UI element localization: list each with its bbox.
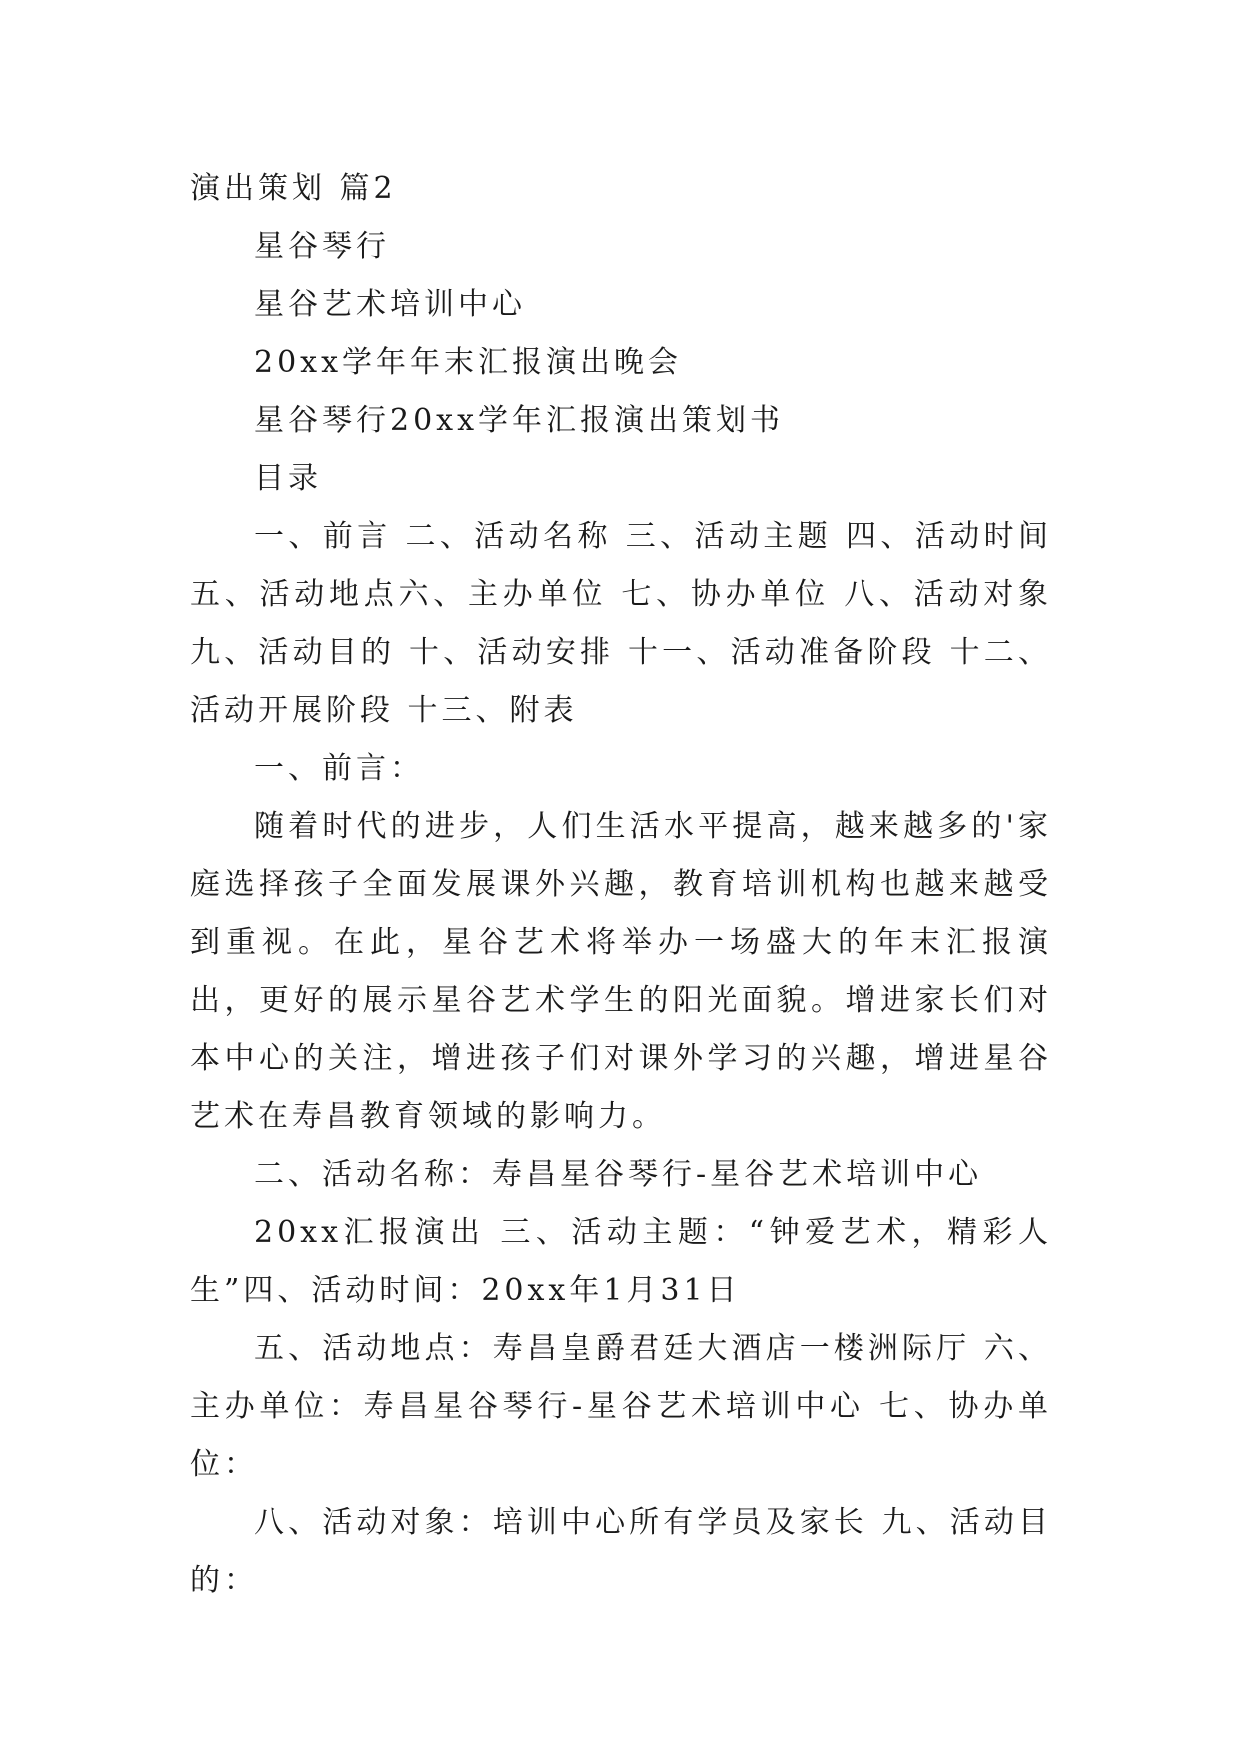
- cover-line-event: 20xx学年年末汇报演出晚会: [254, 345, 683, 380]
- section-audience-purpose: 八、活动对象：培训中心所有学员及家长 九、活动目的：: [190, 1505, 1052, 1598]
- document-heading: 演出策划 篇2: [190, 171, 397, 206]
- cover-line-center: 星谷艺术培训中心: [254, 287, 526, 322]
- toc-title: 目录: [254, 461, 322, 496]
- section-venue-organizer: 五、活动地点：寿昌皇爵君廷大酒店一楼洲际厅 六、主办单位：寿昌星谷琴行-星谷艺术培训中心 七、协办单位：: [190, 1331, 1052, 1482]
- section-preface-title: 一、前言：: [254, 751, 424, 786]
- document-body: [190, 160, 1052, 1610]
- cover-line-shop: 星谷琴行: [254, 229, 390, 264]
- section-preface-body: 随着时代的进步，人们生活水平提高，越来越多的'家庭选择孩子全面发展课外兴趣，教育培训机构也越来越受到重视。在此，星谷艺术将举办一场盛大的年末汇报演出，更好的展示星谷艺术学生的阳光面貌。增进家长们对本中心的关注，增进孩子们对课外学习的兴趣，增进星谷艺术在寿昌教育领域的影响力。: [190, 809, 1052, 1134]
- section-theme-time: 20xx汇报演出 三、活动主题：“钟爱艺术，精彩人生”四、活动时间：20xx年1月31日: [190, 1215, 1052, 1308]
- toc-paragraph: 一、前言 二、活动名称 三、活动主题 四、活动时间 五、活动地点六、主办单位 七、协办单位 八、活动对象 九、活动目的 十、活动安排 十一、活动准备阶段 十二、活动开展阶段 十三、附表: [190, 519, 1052, 728]
- section-activity-name: 二、活动名称：寿昌星谷琴行-星谷艺术培训中心: [254, 1157, 983, 1192]
- cover-line-plan: 星谷琴行20xx学年汇报演出策划书: [254, 403, 785, 438]
